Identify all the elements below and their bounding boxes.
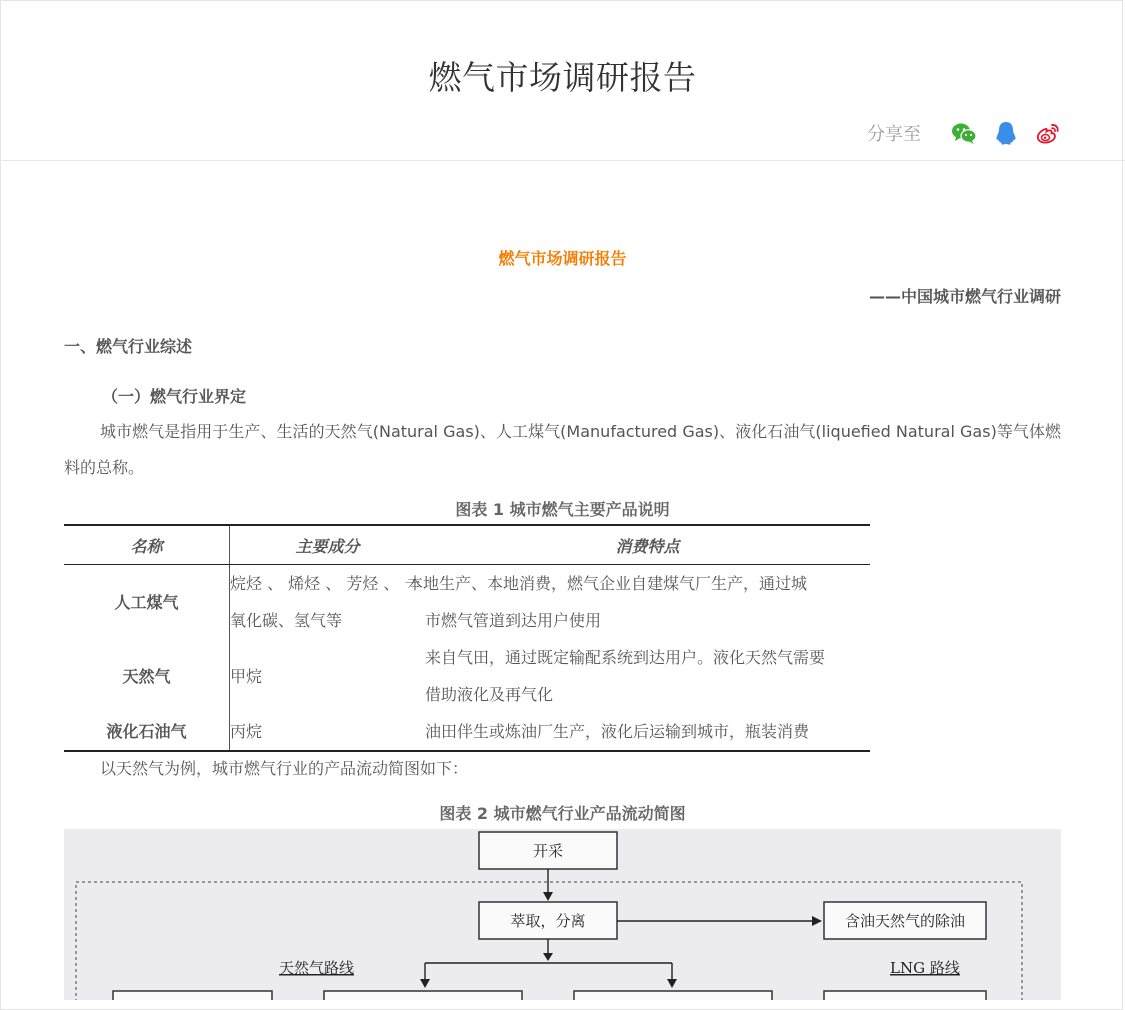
flow-label-mining: 开采 — [532, 842, 564, 860]
flow-box — [824, 991, 986, 1000]
table-cell-features: 油田伴生或炼油厂生产，液化后运输到城市，瓶装消费 — [425, 713, 870, 751]
table-row — [64, 713, 870, 751]
table-cell-composition: 甲烷 — [230, 666, 263, 686]
product-table — [64, 524, 870, 752]
table-cell-name: 液化石油气 — [64, 713, 230, 751]
table-header-features: 消费特点 — [425, 525, 870, 565]
table-cell-name: 人工煤气 — [64, 565, 230, 640]
features-line: 本地生产、本地消费，燃气企业自建煤气厂生产，通过城 — [407, 574, 808, 593]
wechat-icon[interactable] — [951, 120, 977, 146]
flow-label-extraction: 萃取，分离 — [510, 912, 586, 930]
flow-box — [113, 991, 272, 1000]
route-label-lng: LNG 路线 — [890, 959, 960, 977]
flow-diagram — [64, 829, 1061, 1000]
flow-box — [324, 991, 522, 1000]
paragraph-definition: 城市燃气是指用于生产、生活的天然气(Natural Gas)、人工煤气(Manufactured Gas)、液化石油气(liquefied Natural Gas)等气体燃料的总称。 — [64, 422, 1061, 477]
composition-line: 氧化碳、氢气等 — [230, 611, 343, 630]
article-title: 燃气市场调研报告 — [498, 249, 627, 268]
table-cell-name: 天然气 — [64, 639, 230, 713]
features-line: 市燃气管道到达用户使用 — [425, 611, 602, 630]
composition-line: 烷烃 、 烯烃 、 芳烃 、 一 — [230, 574, 421, 593]
table-header-composition: 主要成分 — [230, 525, 426, 565]
table-row — [64, 565, 870, 640]
share-label: 分享至 — [867, 124, 921, 145]
flow-box — [574, 991, 772, 1000]
table-caption: 图表 1 城市燃气主要产品说明 — [455, 500, 670, 519]
article-subtitle: ——中国城市燃气行业调研 — [868, 287, 1061, 306]
figure-caption: 图表 2 城市燃气行业产品流动简图 — [439, 804, 686, 823]
subsection-heading: （一）燃气行业界定 — [102, 387, 247, 406]
table-row — [64, 639, 870, 713]
features-line: 借助液化及再气化 — [425, 685, 554, 704]
process-boundary — [76, 882, 1022, 1000]
table-cell-composition: 丙烷 — [230, 713, 426, 751]
page-header — [0, 0, 1125, 161]
paragraph-flow-intro: 以天然气为例，城市燃气行业的产品流动简图如下： — [100, 759, 469, 778]
weibo-icon[interactable] — [1035, 120, 1061, 146]
share-bar — [867, 120, 1061, 146]
table-cell-features — [407, 565, 870, 640]
section-heading: 一、燃气行业综述 — [64, 337, 193, 356]
route-label-natural-gas: 天然气路线 — [279, 959, 355, 977]
flow-label-deoiling: 含油天然气的除油 — [844, 912, 966, 930]
table-cell-composition — [230, 565, 426, 640]
table-cell-features — [425, 639, 870, 713]
page-title: 燃气市场调研报告 — [428, 58, 697, 97]
features-line: 来自气田，通过既定输配系统到达用户。液化天然气需要 — [425, 648, 826, 667]
table-header-name: 名称 — [64, 525, 230, 565]
qq-icon[interactable] — [993, 120, 1019, 146]
